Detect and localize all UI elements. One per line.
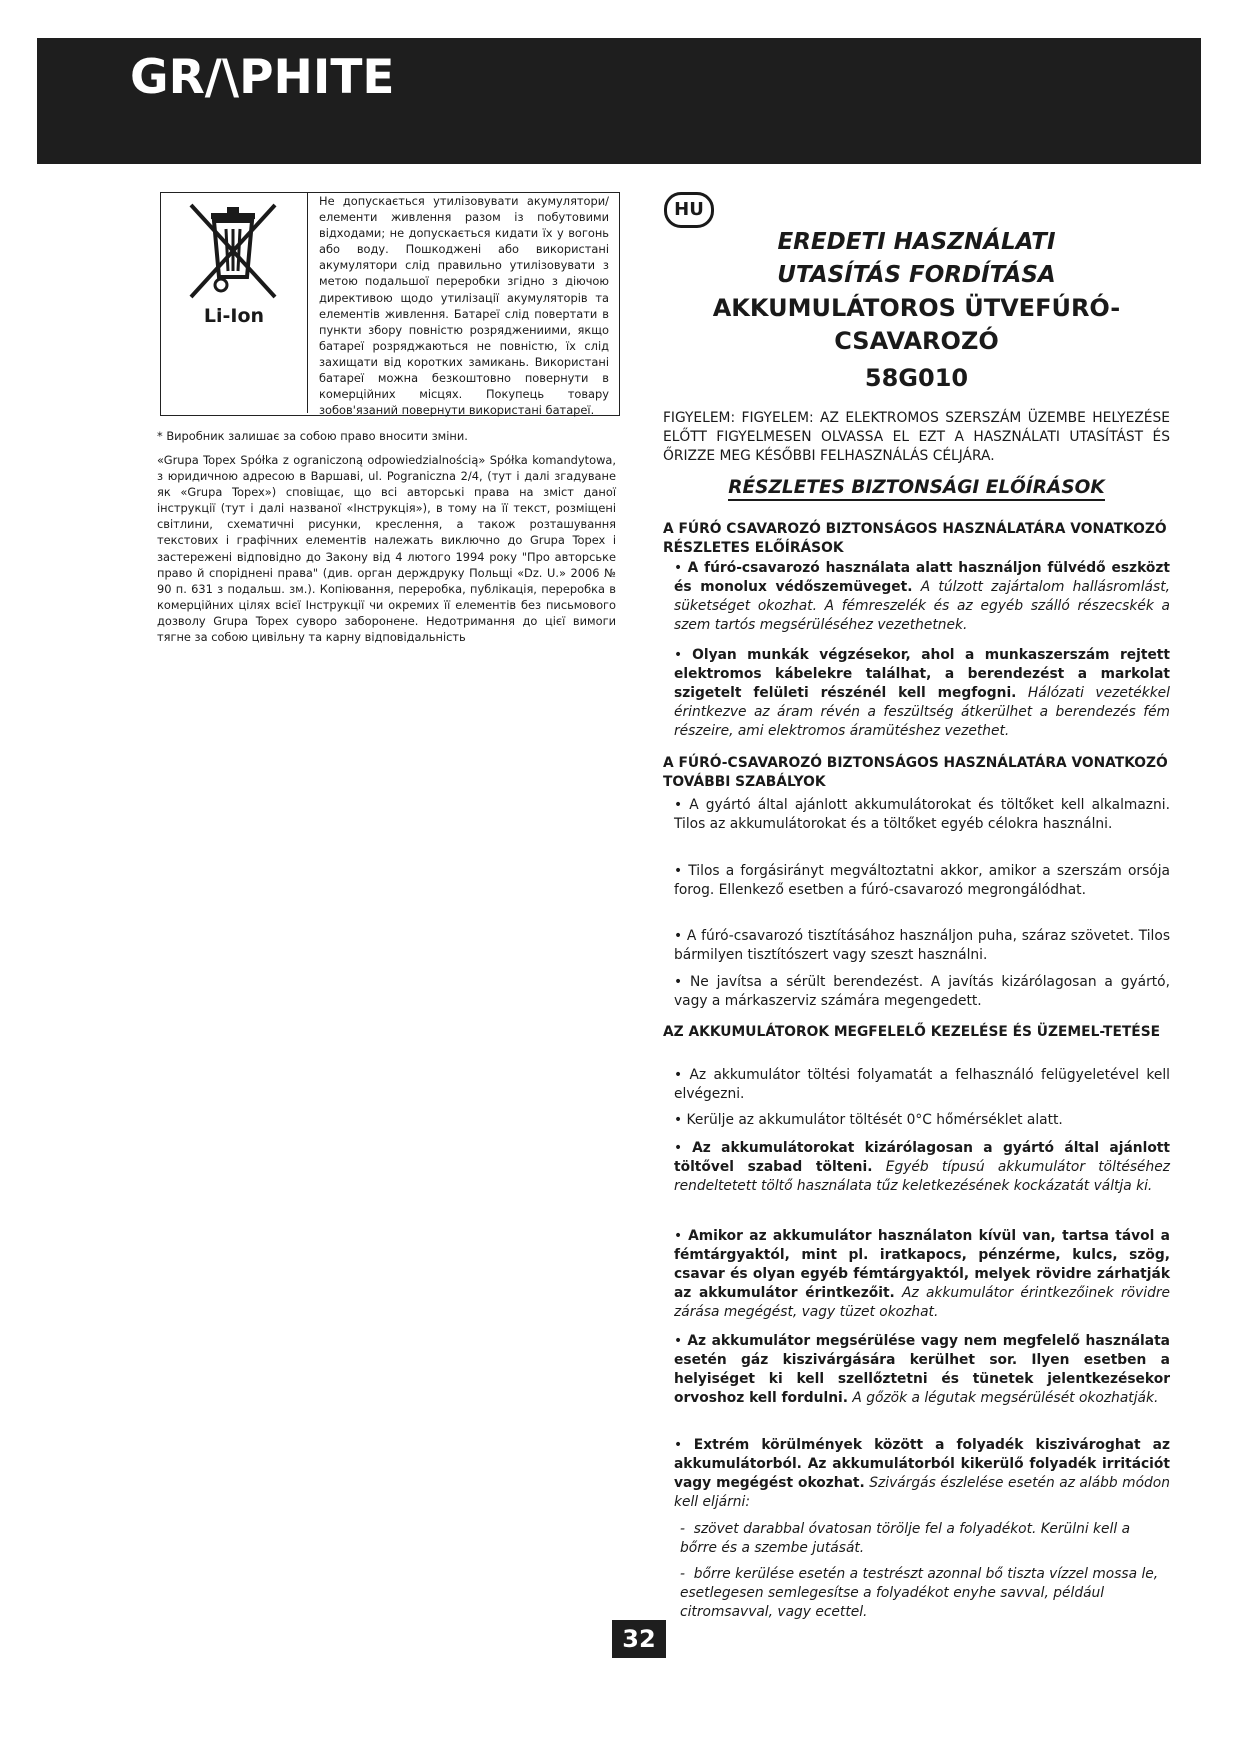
- language-badge: HU: [664, 192, 714, 228]
- page-number: 32: [612, 1620, 666, 1658]
- crossed-bin-icon: [183, 199, 283, 303]
- weee-symbol: [161, 193, 308, 413]
- rule-item: • Extrém körülmények között a folyadék kiszivároghat az akkumulátorból. Az akkumulátorból kikerülő folyadék irritációt vagy megégést okozhat. Szivárgás észlelése esetén az alább módon kell eljárni:: [674, 1437, 1170, 1510]
- weee-box: [160, 192, 620, 416]
- section-title: RÉSZLETES BIZTONSÁGI ELŐÍRÁSOK: [663, 477, 1170, 498]
- rule-item: • Olyan munkák végzésekor, ahol a munkaszerszám rejtett elektromos kábelekre találhat, a berendezést a markolat szigetelt felületi részénél kell megfogni. Hálózati vezetékkel érintkezve az áram révén a feszültség átkerülhet a berendezés fém részeire, ami elektromos áramütéshez vezethet.: [674, 647, 1171, 739]
- rule-item: • A gyártó által ajánlott akkumulátorokat és töltőket kell alkalmazni. Tilos az akkumulátorokat és a töltőket egyéb célokra használni.: [674, 797, 1171, 832]
- doc-title: EREDETI HASZNÁLATI UTASÍTÁS FORDÍTÁSA: [777, 229, 1056, 288]
- rule-item: • Az akkumulátor megsérülése vagy nem megfelelő használata esetén gáz kiszivárgására kerülhet sor. Ilyen esetben a helyiséget ki kell szellőztetni és tünetek jelentkezésekor orvoshoz kell fordulni. A gőzök a légutak megsérülését okozhatják.: [674, 1333, 1170, 1406]
- sub-item: - bőrre kerülése esetén a testrészt azonnal bő tiszta vízzel mossa le, esetlegesen semlegesítse a folyadékot enyhe savval, például citromsavval, vagy ecettel.: [680, 1566, 1159, 1620]
- rule-item: • Ne javítsa a sérült berendezést. A javítás kizárólagosan a gyártó, vagy a márkaszerviz számára megengedett.: [674, 974, 1170, 1009]
- copyright-text: «Grupa Topex Spółka z ograniczoną odpowiedzialnością» Spółka komandytowa, з юридичною адресою в Варшаві, ul. Pograniczna 2/4, (тут і далі згадуване як «Grupa Topex») сповіщає, що всі авторські права на зміст даної інструкції (тут і далі названої «Інструкція»), в тому на її текст, розміщені світлини, схематичні рисунки, креслення, а також розташування текстових і графічних елементів належать виключно до Grupa Topex і застережені відповідно до Закону від 4 лютого 1994 року "Про авторське право й споріднені права" (див. орган держдруку Польщі «Dz. U.» 2006 № 90 п. 631 з подальш. зм.). Копіювання, переробка, публікація, переробка в комерційних цілях всієї Інструкції чи окремих її елементів без письмового дозволу Grupa Topex суворо заборонене. Недотримання до цієї вимоги тягне за собою цивільну та карну відповідальність: [157, 453, 616, 645]
- rule-item: • Az akkumulátor töltési folyamatát a felhasználó felügyeletével kell elvégezni.: [674, 1067, 1170, 1102]
- recycling-text: Не допускається утилізовувати акумулятори/ елементи живлення разом із побутовими відходами; не допускається кидати їх у вогонь або воду. Пошкоджені або використані акумулятори слід правильно утилізовувати з метою подальшої переробки згідно з діючою директивою щодо утилізації акумуляторів та елементів живлення. Батареї слід повертати в пункти збору повністю розряджениими, якщо батареї розряджаються не повністю, їх слід захищати від коротких замикань. Використані батареї можна безкоштовно повернути в комерційних місцях. Покупець товару зобов'язаний повернути використані батареї.: [319, 194, 609, 418]
- product-title: AKKUMULÁTOROS ÜTVEFÚRÓ- CSAVAROZÓ: [712, 294, 1121, 355]
- rule-item: • Tilos a forgásirányt megváltoztatni akkor, amikor a szerszám orsója forog. Ellenkező esetben a fúró-csavarozó megrongálódhat.: [674, 863, 1170, 898]
- rule-item: • Kerülje az akkumulátor töltését 0°C hőmérséklet alatt.: [674, 1112, 1063, 1128]
- manufacturer-note: * Виробник залишає за собою право вносити зміни.: [157, 429, 468, 443]
- model-number: 58G010: [864, 364, 969, 392]
- brand-logo: GR/\PHITE: [130, 50, 395, 105]
- rule-item: • Amikor az akkumulátor használaton kívül van, tartsa távol a fémtárgyaktól, mint pl. iratkapocs, pénzérme, kulcs, szög, csavar és olyan egyéb fémtárgyaktól, melyek rövidre zárhatják az akkumulátor érintkezőit. Az akkumulátor érintkezőinek rövidre zárása megégést, vagy tüzet okozhat.: [674, 1228, 1171, 1320]
- rule-item: • Az akkumulátorokat kizárólagosan a gyártó által ajánlott töltővel szabad tölteni. Egyéb típusú akkumulátor töltéséhez rendeltetett töltő használata tűz keletkezésének kockázatát váltja ki.: [674, 1140, 1170, 1194]
- sub-item: - szövet darabbal óvatosan törölje fel a folyadékot. Kerülni kell a bőrre és a szembe jutását.: [680, 1521, 1131, 1556]
- rule-item: • A fúró-csavarozó tisztításához használjon puha, száraz szövetet. Tilos bármilyen tisztítószert vagy szeszt használni.: [674, 928, 1171, 963]
- heading-detailed-rules: A FÚRÓ CSAVAROZÓ BIZTONSÁGOS HASZNÁLATÁRA VONATKOZÓ RÉSZLETES ELŐÍRÁSOK: [663, 521, 1167, 556]
- heading-battery-rules: AZ AKKUMULÁTOROK MEGFELELŐ KEZELÉSE ÉS ÜZEMEL-TETÉSE: [663, 1024, 1161, 1040]
- warning-text: FIGYELEM: FIGYELEM: AZ ELEKTROMOS SZERSZÁM ÜZEMBE HELYEZÉSE ELŐTT FIGYELMESEN OLVASSA EL EZT A HASZNÁLATI UTASÍTÁST ÉS ŐRIZZE MEG KÉSŐBBI FELHASZNÁLÁS CÉLJÁRA.: [663, 410, 1170, 464]
- rule-item: • A fúró-csavarozó használata alatt használjon fülvédő eszközt és monolux védőszemüveget. A túlzott zajártalom hallásromlást, süketséget okozhat. A fémreszelék és az egyéb szálló részecskék a szem tartós megsérüléséhez vezethetnek.: [674, 560, 1170, 633]
- li-ion-label: Li-Ion: [203, 305, 265, 327]
- heading-additional-rules: A FÚRÓ-CSAVAROZÓ BIZTONSÁGOS HASZNÁLATÁRA VONATKOZÓ TOVÁBBI SZABÁLYOK: [663, 755, 1168, 790]
